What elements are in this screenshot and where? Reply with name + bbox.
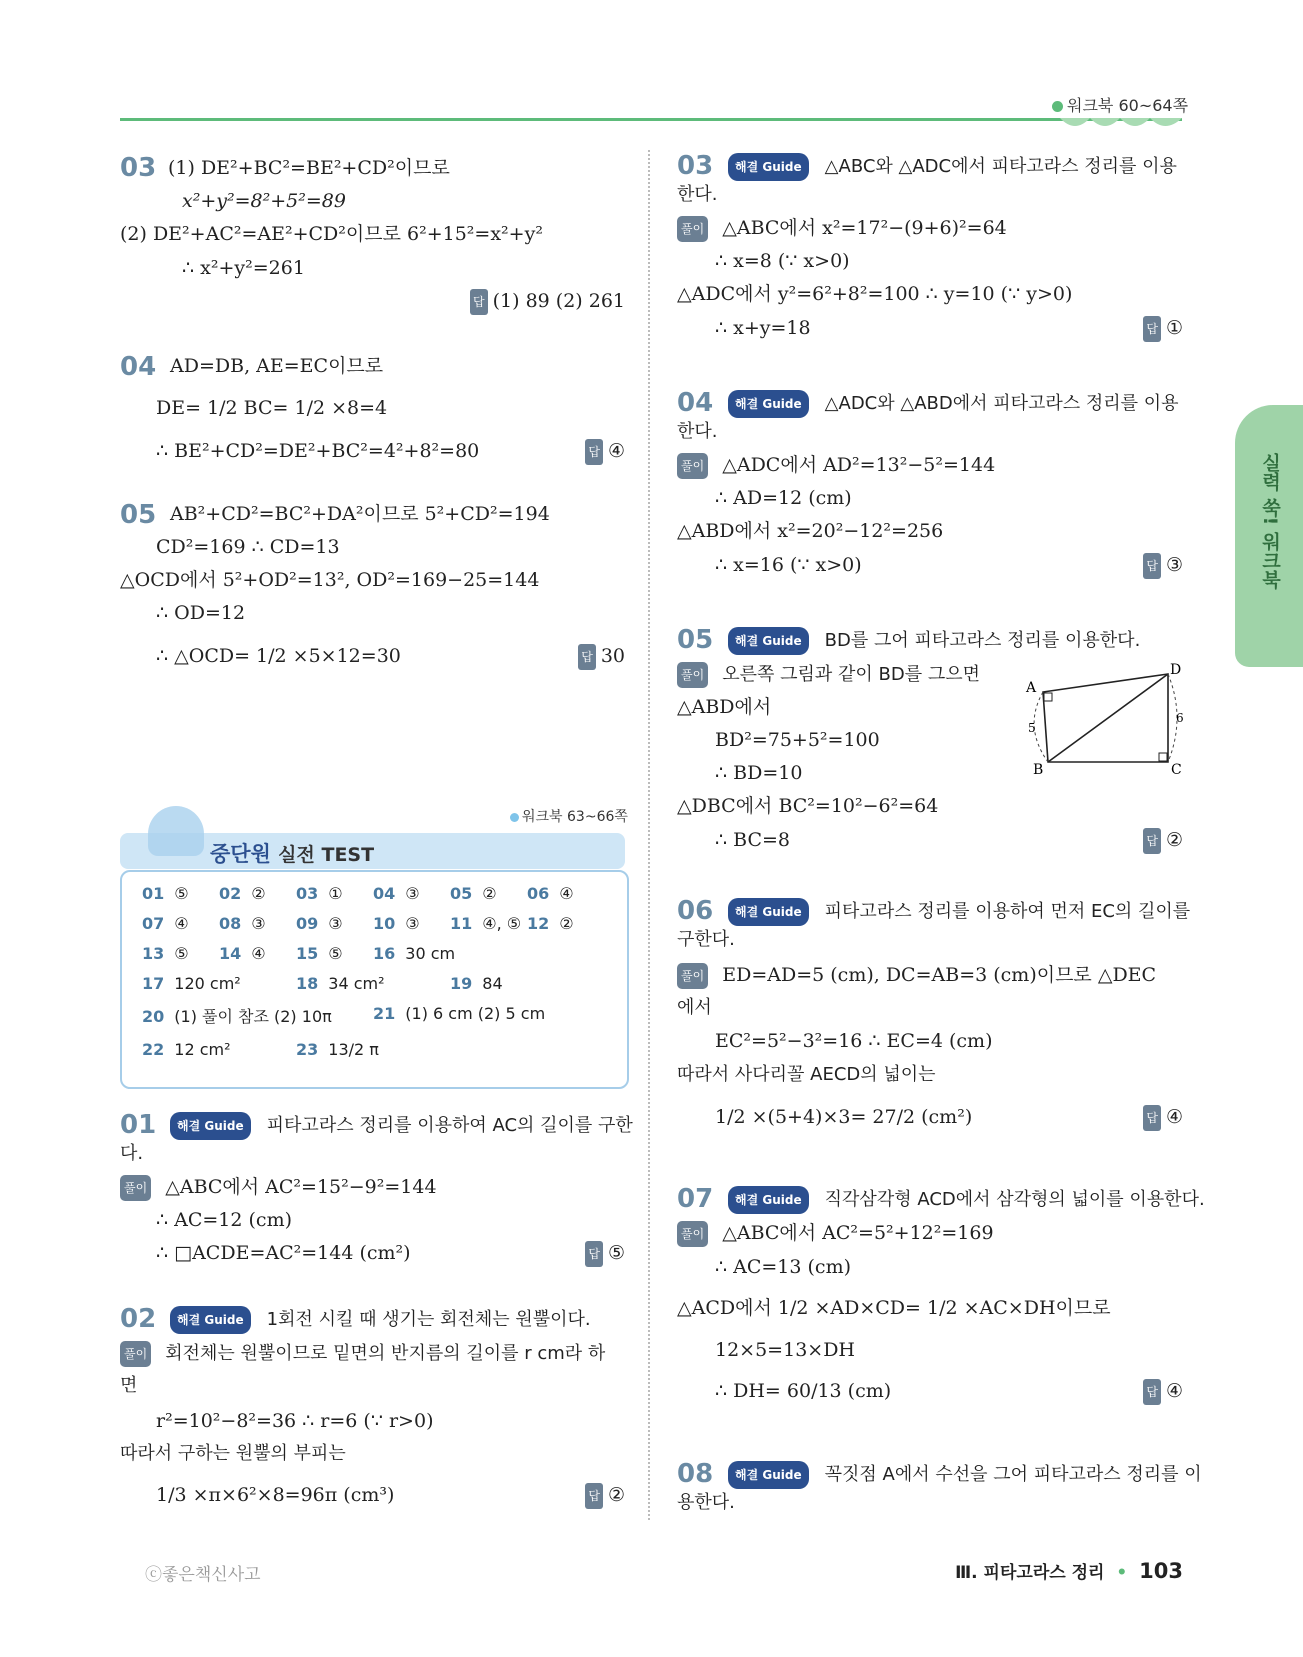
test-answer-21 bbox=[373, 1004, 545, 1023]
test-answer-number: 12 bbox=[527, 914, 550, 933]
test-answer-number: 10 bbox=[373, 914, 396, 933]
dot-icon bbox=[510, 813, 519, 822]
test-answer-value: 12 cm² bbox=[174, 1040, 231, 1059]
test-answer-value: ⑤ bbox=[174, 884, 189, 903]
q02-line-2: 면 bbox=[120, 1375, 138, 1396]
footer-chapter: Ⅲ. 피타고라스 정리 • 103 bbox=[955, 1559, 1183, 1583]
test-answer-17 bbox=[142, 974, 241, 993]
problem-number-r04: 04 bbox=[677, 388, 714, 418]
q01-line-2: ∴ AC=12 (cm) bbox=[156, 1209, 293, 1231]
problem-number-r08: 08 bbox=[677, 1459, 714, 1489]
test-answer-number: 06 bbox=[527, 884, 550, 903]
r06-line-5: 1/2 ×(5+4)×3= 27/2 (cm²) bbox=[715, 1106, 973, 1128]
problem-number-r03: 03 bbox=[677, 151, 714, 181]
test-answer-value: (1) 풀이 참조 (2) 10π bbox=[174, 1007, 332, 1026]
wave-decoration bbox=[1060, 118, 1185, 134]
test-answer-20 bbox=[142, 1004, 332, 1027]
test-answer-number: 22 bbox=[142, 1040, 165, 1059]
label-c: C bbox=[1171, 762, 1182, 777]
problem-number-04: 04 bbox=[120, 352, 157, 382]
answer-icon: 답 bbox=[470, 289, 488, 315]
guide-badge: 해결 Guide bbox=[170, 1306, 251, 1334]
q02-line-5: 1/3 ×π×6²×8=96π (cm³) bbox=[156, 1484, 395, 1506]
p04-line-2: DE= 1/2 BC= 1/2 ×8=4 bbox=[156, 397, 388, 419]
r07-answer: 답 ④ bbox=[1143, 1378, 1183, 1405]
r05-line-1: 풀이 오른쪽 그림과 같이 BD를 그으면 bbox=[677, 661, 980, 688]
answer-icon: 답 bbox=[1143, 828, 1161, 854]
test-answer-value: ⑤ bbox=[174, 944, 189, 963]
r04-line-3: △ABD에서 x²=20²−12²=256 bbox=[677, 520, 944, 542]
header-rule bbox=[120, 118, 1182, 121]
test-answer-value: ③ bbox=[405, 914, 420, 933]
test-answer-value: 120 cm² bbox=[174, 974, 241, 993]
test-answer-07 bbox=[142, 914, 189, 933]
r03-line-2: ∴ x=8 (∵ x>0) bbox=[715, 250, 850, 272]
test-answer-number: 21 bbox=[373, 1004, 396, 1023]
test-answer-value: ④, ⑤ bbox=[482, 914, 522, 933]
answer-icon: 답 bbox=[1143, 553, 1161, 579]
p03-line-2: x²+y²=8²+5²=89 bbox=[182, 190, 346, 212]
p03-line-4: ∴ x²+y²=261 bbox=[182, 257, 305, 279]
p04-line-3: ∴ BE²+CD²=DE²+BC²=4²+8²=80 bbox=[156, 440, 480, 462]
test-answer-14 bbox=[219, 944, 266, 963]
test-answer-09 bbox=[296, 914, 343, 933]
test-answer-13 bbox=[142, 944, 189, 963]
test-answer-number: 20 bbox=[142, 1007, 165, 1026]
test-answer-23 bbox=[296, 1040, 379, 1059]
q02-line-3: r²=10²−8²=36 ∴ r=6 (∵ r>0) bbox=[156, 1410, 434, 1432]
test-answer-03 bbox=[296, 884, 343, 903]
answer-icon: 답 bbox=[585, 439, 603, 465]
test-answer-number: 01 bbox=[142, 884, 165, 903]
test-answer-value: 84 bbox=[482, 974, 503, 993]
q01-guide: 해결 Guide 피타고라스 정리를 이용하여 AC의 길이를 구한 bbox=[170, 1112, 633, 1140]
r08-guide: 해결 Guide 꼭짓점 A에서 수선을 그어 피타고라스 정리를 이 bbox=[728, 1461, 1202, 1489]
r03-guide: 해결 Guide △ABC와 △ADC에서 피타고라스 정리를 이용 bbox=[728, 153, 1177, 181]
test-answer-value: ④ bbox=[174, 914, 189, 933]
q02-guide: 해결 Guide 1회전 시킬 때 생기는 회전체는 원뿔이다. bbox=[170, 1306, 591, 1334]
r07-line-4: 12×5=13×DH bbox=[715, 1339, 856, 1361]
guide-badge: 해결 Guide bbox=[170, 1112, 251, 1140]
solution-icon: 풀이 bbox=[677, 1221, 708, 1247]
test-answer-06 bbox=[527, 884, 574, 903]
q01-answer: 답 ⑤ bbox=[585, 1240, 625, 1267]
dot-icon bbox=[1052, 101, 1063, 112]
test-answer-number: 18 bbox=[296, 974, 319, 993]
problem-number-05: 05 bbox=[120, 500, 157, 530]
p05-answer: 답 30 bbox=[578, 643, 625, 670]
label-b: B bbox=[1033, 762, 1044, 777]
problem-number-r05: 05 bbox=[677, 625, 714, 655]
workbook-ref: 워크북 60~64쪽 bbox=[1052, 93, 1188, 116]
test-answer-15 bbox=[296, 944, 343, 963]
test-answer-number: 08 bbox=[219, 914, 242, 933]
solution-icon: 풀이 bbox=[677, 453, 708, 479]
test-answer-16 bbox=[373, 944, 455, 963]
q02-answer: 답 ② bbox=[585, 1482, 625, 1509]
r06-line-3: EC²=5²−3²=16 ∴ EC=4 (cm) bbox=[715, 1030, 993, 1052]
test-answer-22 bbox=[142, 1040, 231, 1059]
guide-badge: 해결 Guide bbox=[728, 153, 809, 181]
guide-badge: 해결 Guide bbox=[728, 390, 809, 418]
test-answer-number: 16 bbox=[373, 944, 396, 963]
test-answer-01 bbox=[142, 884, 189, 903]
test-title: 중단원 실전 TEST bbox=[210, 842, 375, 866]
test-answer-number: 17 bbox=[142, 974, 165, 993]
p05-line-1: AB²+CD²=BC²+DA²이므로 5²+CD²=194 bbox=[170, 503, 550, 525]
p04-line-1: AD=DB, AE=EC이므로 bbox=[170, 355, 384, 377]
problem-number-r06: 06 bbox=[677, 896, 714, 926]
test-answer-number: 13 bbox=[142, 944, 165, 963]
r03-line-1: 풀이 △ABC에서 x²=17²−(9+6)²=64 bbox=[677, 215, 1007, 242]
solution-icon: 풀이 bbox=[677, 963, 708, 989]
guide-badge: 해결 Guide bbox=[728, 1186, 809, 1214]
test-answer-value: 34 cm² bbox=[328, 974, 385, 993]
side-tab[interactable] bbox=[1235, 405, 1303, 667]
r06-guide-2: 구한다. bbox=[677, 929, 735, 950]
label-5: 5 bbox=[1028, 721, 1036, 735]
label-d: D bbox=[1170, 662, 1182, 678]
test-answer-value: ④ bbox=[251, 944, 266, 963]
solution-icon: 풀이 bbox=[120, 1175, 151, 1201]
r07-guide: 해결 Guide 직각삼각형 ACD에서 삼각형의 넓이를 이용한다. bbox=[728, 1186, 1205, 1214]
p03-line-1: (1) DE²+BC²=BE²+CD²이므로 bbox=[168, 157, 450, 179]
test-answer-value: ③ bbox=[405, 884, 420, 903]
q01-guide-2: 다. bbox=[120, 1143, 144, 1164]
test-answer-value: ② bbox=[559, 914, 574, 933]
r05-line-2: △ABD에서 bbox=[677, 696, 772, 718]
test-answer-11 bbox=[450, 914, 521, 933]
test-answer-value: ② bbox=[251, 884, 266, 903]
guide-badge: 해결 Guide bbox=[728, 1461, 809, 1489]
q01-line-1: 풀이 △ABC에서 AC²=15²−9²=144 bbox=[120, 1174, 437, 1201]
test-answer-number: 02 bbox=[219, 884, 242, 903]
r06-line-1: 풀이 ED=AD=5 (cm), DC=AB=3 (cm)이므로 △DEC bbox=[677, 962, 1156, 989]
answer-icon: 답 bbox=[585, 1483, 603, 1509]
r03-guide-2: 한다. bbox=[677, 184, 718, 205]
solution-icon: 풀이 bbox=[677, 216, 708, 242]
r05-answer: 답 ② bbox=[1143, 827, 1183, 854]
test-answer-04 bbox=[373, 884, 420, 903]
q01-line-3: ∴ □ACDE=AC²=144 (cm²) bbox=[156, 1242, 411, 1264]
answer-icon: 답 bbox=[1143, 1105, 1161, 1131]
p04-answer: 답 ④ bbox=[585, 438, 625, 465]
test-answer-12 bbox=[527, 914, 574, 933]
column-divider bbox=[648, 150, 650, 1520]
r08-guide-2: 용한다. bbox=[677, 1492, 735, 1513]
r04-guide-2: 한다. bbox=[677, 421, 718, 442]
test-answer-08 bbox=[219, 914, 266, 933]
test-answer-number: 03 bbox=[296, 884, 319, 903]
r07-line-3: △ACD에서 1/2 ×AD×CD= 1/2 ×AC×DH이므로 bbox=[677, 1297, 1111, 1319]
q02-line-1: 풀이 회전체는 원뿔이므로 밑면의 반지름의 길이를 r cm라 하 bbox=[120, 1340, 605, 1367]
problem-number-01: 01 bbox=[120, 1110, 157, 1140]
r03-line-4: ∴ x+y=18 bbox=[715, 317, 811, 339]
guide-badge: 해결 Guide bbox=[728, 898, 809, 926]
problem-number-02: 02 bbox=[120, 1304, 157, 1334]
q02-line-4: 따라서 구하는 원뿔의 부피는 bbox=[120, 1443, 346, 1464]
r04-line-1: 풀이 △ADC에서 AD²=13²−5²=144 bbox=[677, 452, 995, 479]
r07-line-2: ∴ AC=13 (cm) bbox=[715, 1256, 852, 1278]
label-6: 6 bbox=[1176, 711, 1184, 725]
test-answer-number: 14 bbox=[219, 944, 242, 963]
test-answer-05 bbox=[450, 884, 497, 903]
publisher-credit: ⓒ좋은책신사고 bbox=[145, 1565, 261, 1585]
test-answer-19 bbox=[450, 974, 503, 993]
r04-guide: 해결 Guide △ADC와 △ABD에서 피타고라스 정리를 이용 bbox=[728, 390, 1179, 418]
test-answer-18 bbox=[296, 974, 385, 993]
test-answer-value: ① bbox=[328, 884, 343, 903]
quadrilateral-figure bbox=[1018, 662, 1188, 777]
r04-line-4: ∴ x=16 (∵ x>0) bbox=[715, 554, 862, 576]
answer-icon: 답 bbox=[578, 644, 596, 670]
test-answer-value: 30 cm bbox=[405, 944, 456, 963]
p05-line-5: ∴ △OCD= 1/2 ×5×12=30 bbox=[156, 645, 401, 667]
r06-answer: 답 ④ bbox=[1143, 1104, 1183, 1131]
r06-line-2: 에서 bbox=[677, 997, 712, 1018]
test-answer-number: 05 bbox=[450, 884, 473, 903]
test-answer-value: ③ bbox=[328, 914, 343, 933]
r06-line-4: 따라서 사다리꼴 AECD의 넓이는 bbox=[677, 1064, 936, 1085]
problem-number-r07: 07 bbox=[677, 1184, 714, 1214]
r03-line-3: △ADC에서 y²=6²+8²=100 ∴ y=10 (∵ y>0) bbox=[677, 283, 1073, 305]
test-workbook-ref: 워크북 63~66쪽 bbox=[510, 806, 628, 826]
r04-answer: 답 ③ bbox=[1143, 552, 1183, 579]
problem-number-03: 03 bbox=[120, 153, 157, 183]
test-answer-number: 04 bbox=[373, 884, 396, 903]
p03-answer: 답 (1) 89 (2) 261 bbox=[470, 288, 625, 315]
test-answer-value: ⑤ bbox=[328, 944, 343, 963]
answer-icon: 답 bbox=[1143, 1379, 1161, 1405]
test-answer-number: 11 bbox=[450, 914, 473, 933]
r06-guide: 해결 Guide 피타고라스 정리를 이용하여 먼저 EC의 길이를 bbox=[728, 898, 1190, 926]
side-tab-label: 실력 쑥! 워크북 bbox=[1259, 453, 1281, 589]
r03-answer: 답 ① bbox=[1143, 315, 1183, 342]
test-answer-value: ② bbox=[482, 884, 497, 903]
test-answer-value: ④ bbox=[559, 884, 574, 903]
answer-icon: 답 bbox=[1143, 316, 1161, 342]
r04-line-2: ∴ AD=12 (cm) bbox=[715, 487, 852, 509]
test-answer-02 bbox=[219, 884, 266, 903]
solution-icon: 풀이 bbox=[677, 662, 708, 688]
answer-icon: 답 bbox=[585, 1241, 603, 1267]
test-answer-number: 15 bbox=[296, 944, 319, 963]
r05-line-6: ∴ BC=8 bbox=[715, 829, 790, 851]
p03-line-3: (2) DE²+AC²=AE²+CD²이므로 6²+15²=x²+y² bbox=[120, 223, 543, 245]
p05-line-3: △OCD에서 5²+OD²=13², OD²=169−25=144 bbox=[120, 569, 540, 591]
page-number: 103 bbox=[1139, 1559, 1183, 1583]
guide-badge: 해결 Guide bbox=[728, 627, 809, 655]
r05-line-5: △DBC에서 BC²=10²−6²=64 bbox=[677, 795, 939, 817]
r05-line-3: BD²=75+5²=100 bbox=[715, 729, 880, 751]
p05-line-4: ∴ OD=12 bbox=[156, 602, 246, 624]
p05-line-2: CD²=169 ∴ CD=13 bbox=[156, 536, 340, 558]
test-answer-number: 07 bbox=[142, 914, 165, 933]
octopus-icon bbox=[148, 806, 204, 856]
test-answer-10 bbox=[373, 914, 420, 933]
test-answer-number: 09 bbox=[296, 914, 319, 933]
test-answer-number: 23 bbox=[296, 1040, 319, 1059]
dot-icon: • bbox=[1116, 1563, 1128, 1583]
r07-line-5: ∴ DH= 60/13 (cm) bbox=[715, 1380, 892, 1402]
r05-line-4: ∴ BD=10 bbox=[715, 762, 803, 784]
solution-icon: 풀이 bbox=[120, 1341, 151, 1367]
test-answer-value: ③ bbox=[251, 914, 266, 933]
label-a: A bbox=[1026, 680, 1037, 696]
r05-guide: 해결 Guide BD를 그어 피타고라스 정리를 이용한다. bbox=[728, 627, 1140, 655]
test-answer-value: 13/2 π bbox=[328, 1040, 379, 1059]
test-answer-value: (1) 6 cm (2) 5 cm bbox=[405, 1004, 546, 1023]
r07-line-1: 풀이 △ABC에서 AC²=5²+12²=169 bbox=[677, 1220, 994, 1247]
test-answer-number: 19 bbox=[450, 974, 473, 993]
